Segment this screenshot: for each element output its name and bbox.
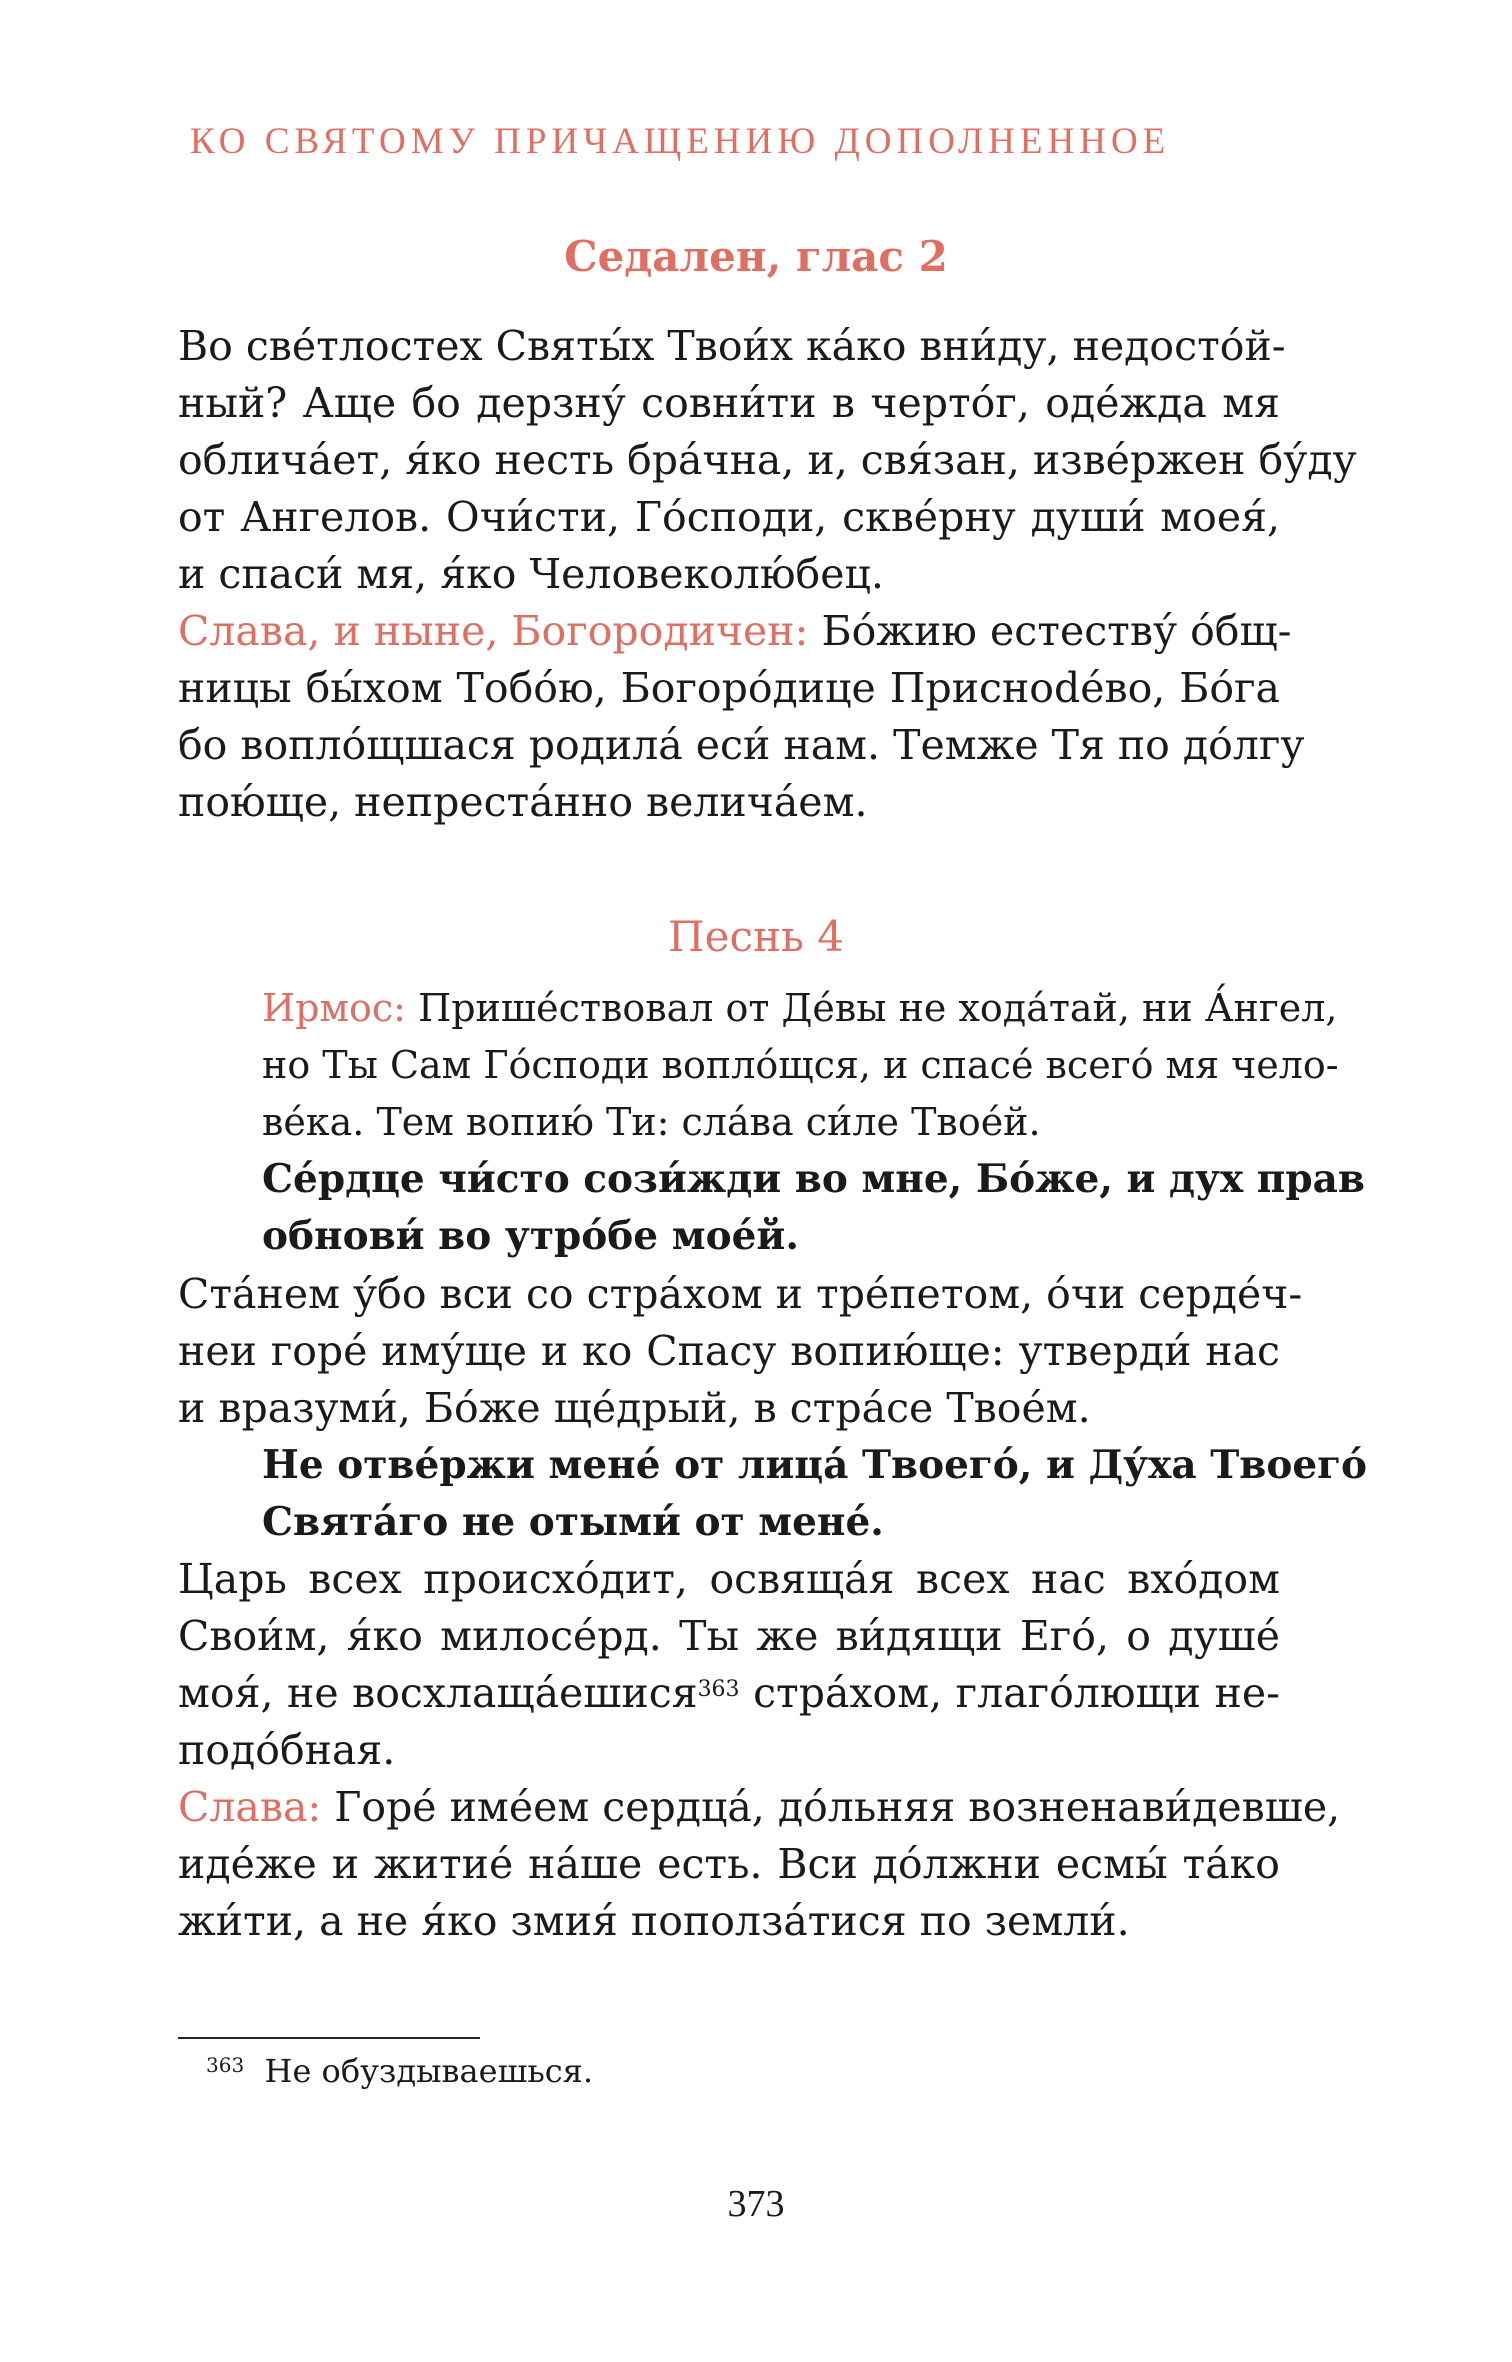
text-span: Горе́ име́ем сердца́, до́льняя возненави́девше, xyxy=(321,1783,1341,1831)
text-line: ный? Аще бо дерзну́ совни́ти в черто́г, оде́жда мя xyxy=(178,379,1280,427)
text-line xyxy=(262,980,1338,1037)
text-line: Свои́м, я́ко милосе́рд. Ты же ви́дящи Его́, о душе́ xyxy=(178,1612,1280,1660)
footnote-ref[interactable]: 363 xyxy=(697,1677,740,1702)
text-line: Царь всех происхо́дит, освяща́я всех нас вхо́дом xyxy=(178,1555,1280,1603)
text-line: Ста́нем у́бо вси со стра́хом и тре́петом, о́чи серде́ч- xyxy=(178,1270,1303,1318)
rubric-label: Слава, и ныне, Богородичен: xyxy=(178,607,809,655)
text-span: Прише́ствовал от Де́вы не хода́тай, ни А́нгел, xyxy=(405,986,1338,1030)
refrain-line: Се́рдце чи́сто сози́жди во мне, Бо́же, и дух прав xyxy=(262,1156,1365,1202)
footnote-number: 363 xyxy=(206,2053,245,2077)
text-line: ницы бы́хом Тобо́ю, Богоро́дице Приснodéво, Бо́га xyxy=(178,664,1280,712)
footnote xyxy=(206,2048,593,2094)
refrain-line: Не отве́ржи мене́ от лица́ Твоего́, и Ду́ха Твоего́ xyxy=(262,1442,1368,1488)
text-line: подо́бная. xyxy=(178,1726,396,1774)
footnote-divider xyxy=(178,2037,480,2039)
sedalen-title: Седален, глас 2 xyxy=(564,232,948,281)
text-line: от Ангелов. Очи́сти, Го́споди, скве́рну души́ моея́, xyxy=(178,493,1280,541)
text-line: и спаси́ мя, я́ко Человеколю́бец. xyxy=(178,550,884,598)
text-line: и вразуми́, Бо́же ще́дрый, в стра́се Твое́м. xyxy=(178,1384,1091,1432)
text-span: стра́хом, глаго́лющи не- xyxy=(739,1669,1280,1717)
rubric-label: Ирмос: xyxy=(262,986,406,1030)
text-line: бо вопло́щшася родила́ еси́ нам. Темже Тя по до́лгу xyxy=(178,721,1305,769)
text-line: пою́ще, непреста́нно велича́ем. xyxy=(178,778,868,826)
text-span: Бо́жию естеству́ о́бщ- xyxy=(808,607,1292,655)
text-line: неи горе́ иму́ще и ко Спасу вопию́ще: утверди́ нас xyxy=(178,1327,1280,1375)
running-head: КО СВЯТОМУ ПРИЧАЩЕНИЮ ДОПОЛНЕННОЕ xyxy=(190,121,1171,162)
page-number: 373 xyxy=(727,2183,785,2225)
text-span: моя́, не восхлаща́ешися xyxy=(178,1669,698,1717)
text-line: Во све́тлостех Святы́х Твои́х ка́ко вни́ду, недосто́й- xyxy=(178,322,1286,370)
text-line xyxy=(178,1665,1280,1722)
refrain-line: Свята́го не отыми́ от мене́. xyxy=(262,1499,884,1545)
text-line: ве́ка. Тем вопию́ Ти: сла́ва си́ле Твое́й. xyxy=(262,1100,1041,1144)
text-line xyxy=(178,603,1292,660)
footnote-text: Не обуздываешься. xyxy=(264,2052,594,2090)
rubric-label: Слава: xyxy=(178,1783,322,1831)
refrain-line: обнови́ во утро́бе мое́й. xyxy=(262,1213,799,1259)
pesn-title: Песнь 4 xyxy=(668,912,844,961)
text-line xyxy=(178,1779,1341,1836)
text-line: иде́же и житие́ на́ше есть. Вси до́лжни есмы́ та́ко xyxy=(178,1840,1280,1888)
text-line: но Ты Сам Го́споди вопло́щся, и спасе́ всего́ мя чело- xyxy=(262,1043,1339,1087)
text-line: жи́ти, а не я́ко змия́ пополза́тися по земли́. xyxy=(178,1897,1130,1945)
text-line: облича́ет, я́ко несть бра́чна, и, свя́зан, изве́ржен бу́ду xyxy=(178,436,1357,484)
